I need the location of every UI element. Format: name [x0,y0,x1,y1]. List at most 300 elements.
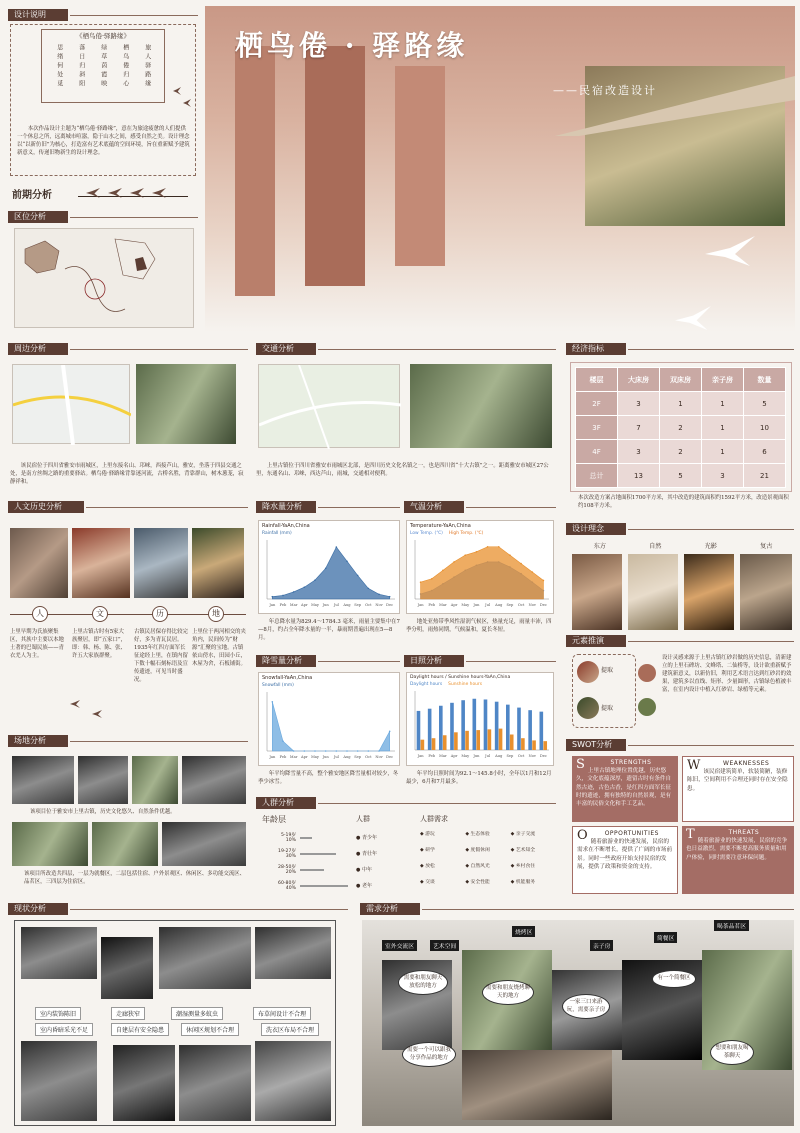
need-item: ◆ 安全性能 [465,880,490,885]
economy-header: 经济指标 [566,342,794,356]
concept-label: 复古 [760,543,773,550]
x-tick-label: Apr [301,755,308,759]
table-row [576,440,786,464]
bar [540,712,544,750]
bar [495,702,499,750]
site-photo [182,756,246,804]
surround-map-a [12,364,130,444]
swot-threats [682,826,794,894]
need-item: ◆ 自然风光 [465,864,490,869]
table-cell: 10 [744,416,786,440]
temp-chart [406,520,554,614]
x-tick-label: Sep [354,755,362,759]
x-tick-label: Dec [539,603,547,607]
x-tick-label: Oct [365,603,372,607]
bar [439,706,443,750]
need-item: ◆ 乡村食住 [510,864,536,869]
data-point [346,750,348,752]
poem-col: 栖鸟倦归心 [121,43,129,89]
need-item: ◆ 度假休闲 [465,848,490,853]
table-cell: 3 [618,392,660,416]
swot-text: 随着旅游业的快速发展，民宿的需求在不断增长，提供了广阔的市场前景。同时一些政府开始支持民宿的发展，提供了政策和资金的支持。 [577,839,673,870]
concept-label: 东方 [593,543,606,550]
elements-frame [572,654,636,728]
age-row [262,862,350,878]
elements-header: 元素推演 [566,634,794,648]
zone-label: 烧烤区 [512,926,535,937]
x-tick-label: May [311,755,319,759]
bar [417,711,421,750]
data-point [293,750,295,752]
demand-bubble: 有一个简餐区 [652,970,696,988]
data-point [378,750,380,752]
seagull-icon [675,306,711,330]
x-tick-label: Nov [375,603,383,607]
need-item: ◆ 艺术知全 [510,848,536,853]
table-header: 大床房 [618,368,660,392]
need-item: ◆ 交谈 [420,880,435,885]
bird-icon [92,710,102,718]
need-item: ◆ 游玩 [420,832,435,837]
bar [443,735,447,750]
swot-text: 随着旅游业的快速发展，民宿的竞争也日益激烈，需要不断提高服务质量和用户体验，同时需要注意环保问题。 [686,838,788,861]
snow-chart [258,672,400,766]
age-bar [300,853,336,855]
x-tick-label: Mar [289,603,298,607]
need-item: ◆ 研学 [420,848,435,853]
swot-weaknesses [682,756,794,822]
zone-label: 艺术空间 [430,940,459,951]
chart-title: Rainfall-YaAn,China [262,523,310,529]
hero-pillar [235,46,275,296]
table-cell: 2F [576,392,618,416]
swot-letter: W [687,758,701,773]
need-item: ◆ 生态体验 [465,832,490,837]
elements-text: 设计灵感来源于上里古镇红砂岩做的历史信息，清新建立的上里石碑坊、文峰塔、二仙桥等，设计欲重新赋予建筑新意义，以新仿旧，利用艺术语言达到红砂岩的效果，建筑多以直线、矩形、少量圆形，古镇绿色植被丰富，在室内设计中植入红砂岩、绿植等元素。 [662,655,792,693]
bird-icon [183,99,191,107]
site-text-2: 该项目所改造共四层，一层为就餐区，二层包括住宿、户外景观区、休闲区、多功能交流区、品茗区，三四层为住宿区。 [24,871,246,885]
status-photo [159,927,251,989]
x-tick-label: Jun [322,755,329,759]
demand-bubble: 需要和朋友烧烤聊天的地方 [482,980,534,1005]
extract-label: 提取 [601,705,614,712]
bar [432,738,436,750]
element-result [638,664,656,682]
table-cell: 1 [702,416,744,440]
zone-label: 室外交流区 [382,940,417,951]
age-row [262,878,350,894]
poem-col: 旅人驿路缘 [143,43,151,89]
poem-col: 落日归斜阳 [77,43,85,89]
demand-header: 需求分析 [360,902,794,916]
status-label: 走廊狭窄 [111,1007,145,1020]
bar [532,740,536,750]
demand-bubble: 需要一个可以跟我分享作品的地方 [402,1042,456,1067]
region-header: 区位分析 [8,210,198,224]
age-label: 60-80岁 40% [278,880,296,891]
x-tick-label: Jun [322,603,329,607]
x-tick-label: Nov [528,603,536,607]
status-label: 室内装饰陈旧 [35,1007,81,1020]
data-point [431,578,433,580]
x-tick-label: Apr [450,603,458,607]
table-cell: 6 [744,440,786,464]
status-header: 现状分析 [8,902,348,916]
x-tick-label: Feb [428,603,436,607]
data-point [378,593,380,595]
table-cell: 2 [660,416,702,440]
table-row [576,416,786,440]
rain-header: 降水量分析 [256,500,400,514]
bar [473,699,477,750]
design-note-box [10,24,196,176]
bar [506,705,510,750]
rain-text: 年总降水量为829.4～1784.3 毫米，雨量主要集中在7—8月，约占全年降水量的一半，暴雨期普遍出现在5—8月。 [258,619,400,641]
x-tick-label: Mar [439,603,447,607]
status-photo [179,1045,251,1121]
temp-plot [407,536,553,608]
traffic-header: 交通分析 [256,342,556,356]
demand-collage [362,920,794,1126]
x-tick-label: Oct [517,603,525,607]
x-tick-label: Jul [333,755,339,759]
x-tick-label: May [461,754,470,758]
status-photo [21,927,97,979]
bar [499,729,503,750]
table-cell: 1 [702,440,744,464]
culture-char: 文 [92,606,108,622]
culture-text: 上里古镇古时有5家大族聚居，即“五家口”，即：韩、杨、陈、张、许五大家族群聚。 [72,629,127,659]
chart-legend: Snowfall (mm) [262,683,294,688]
person-icon: ● [356,883,361,889]
data-point [336,546,338,548]
data-point [389,596,391,598]
bar [421,740,425,750]
zone-label: 喝茶品茗区 [714,920,749,931]
x-tick-label: Feb [428,754,436,758]
concept-labels [572,542,794,552]
sun-chart [406,672,554,766]
traffic-map-b [410,364,552,448]
table-header: 数量 [744,368,786,392]
concept-photo [684,554,734,630]
hero-pillar [395,66,445,266]
need-item: ◆ 放松 [420,864,435,869]
x-tick-label: Aug [343,603,351,607]
x-tick-label: Jan [417,754,424,758]
data-point [304,586,306,588]
site-photo [162,822,246,866]
series-area [421,547,544,599]
x-tick-label: Mar [439,754,447,758]
swot-text: 该民宿建筑简单，软装简陋，装修陈旧，空间利用不合理还同时存在安全隐患。 [687,769,788,792]
demand-bubble: 一家三口来游玩，需要亲子房 [562,994,610,1019]
data-point [272,701,274,703]
culture-header: 人文历史分析 [8,500,248,514]
data-point [272,596,274,598]
x-tick-label: May [461,603,470,607]
data-point [357,575,359,577]
economy-note: 本次改造方案占地面积1700平方米，其中改造的建筑面积约1592平方米，改造景观面积约108平方米。 [578,495,789,509]
data-point [325,568,327,570]
surround-header: 周边分析 [8,342,248,356]
snow-text: 年平均降雪量不高，整个雅安地区降雪量相对较少，冬季少冰雪。 [258,771,399,785]
design-note-header: 设计说明 [8,8,198,22]
swot-title: WEAKNESSES [723,760,770,767]
table-header: 亲子房 [702,368,744,392]
data-point [487,546,489,548]
poem-col: 思绪何处觅 [55,43,63,89]
snow-header: 降雪量分析 [256,654,400,668]
status-photo [21,1041,97,1121]
swot-title: STRENGTHS [610,759,652,766]
temp-header: 气温分析 [404,500,556,514]
bird-icon [173,87,181,95]
element-source [577,661,599,683]
demand-bubble: 想要和朋友喝茶聊天 [710,1040,754,1065]
crowd-item: ● 中年 [356,867,372,873]
status-label: 布草间设计不合理 [253,1007,311,1020]
bar [543,741,547,750]
status-label: 自建层有安全隐患 [111,1023,169,1036]
person-icon: ● [356,867,361,873]
site-text-1: 该项目位于雅安市上里古镇，历史文化悠久、自然条件优越。 [30,809,176,815]
bar [521,738,525,750]
age-title: 年龄层 [262,815,286,824]
x-tick-label: Apr [450,754,458,758]
table-cell: 4F [576,440,618,464]
demand-bubble: 需要和朋友聊天放松的地方 [398,970,448,995]
traffic-map-a [258,364,400,448]
bar [450,703,454,750]
age-row [262,830,350,846]
x-tick-label: Oct [517,754,525,758]
x-tick-label: Aug [343,755,351,759]
bird-icon [70,700,80,708]
x-tick-label: Nov [528,754,536,758]
culture-char: 历 [152,606,168,622]
need-title: 人群需求 [420,815,448,823]
data-point [368,588,370,590]
x-tick-label: Apr [301,603,308,607]
bar [465,731,469,750]
table-cell: 7 [618,416,660,440]
data-point [509,554,511,556]
data-point [325,750,327,752]
table-cell: 13 [618,464,660,488]
x-tick-label: Dec [386,755,394,759]
table-cell: 5 [660,464,702,488]
swot-letter: O [577,828,588,843]
data-point [543,580,545,582]
x-tick-label: Feb [279,755,287,759]
status-panel [14,920,336,1126]
need-grid [420,830,556,885]
data-point [464,554,466,556]
culture-photo [192,528,244,598]
x-tick-label: Jul [485,603,491,607]
age-label: 5-19岁 10% [280,832,296,843]
data-point [531,571,533,573]
chart-legend: Rainfall (mm) [262,531,292,536]
swot-letter: T [686,827,695,842]
age-label: 28-50岁 20% [278,864,296,875]
table-cell: 21 [744,464,786,488]
x-tick-label: Aug [495,754,503,758]
status-photo [255,927,331,979]
data-point [520,563,522,565]
status-photo [113,1045,175,1121]
culture-photo [72,528,130,598]
sun-header: 日照分析 [404,654,556,668]
x-tick-label: Jul [485,754,491,758]
x-tick-label: Mar [289,755,298,759]
traffic-text: 上里古镇位于四川省雅安市雨城区北部，是四川历史文化名镇之一，也是四川省“十大古镇”之一。距离雅安市城区27公里，东通名山、邛崃，西达芦山，雨城，交通相对便利。 [256,463,549,477]
series-area [272,547,389,599]
table-row [576,368,786,392]
table-cell: 3F [576,416,618,440]
table-cell: 总计 [576,464,618,488]
economy-table-wrap [570,362,792,492]
age-bar [300,869,324,871]
legend-low: Low Temp. (℃) [410,531,443,536]
swot-header: SWOT分析 [566,738,794,752]
table-cell: 2 [660,440,702,464]
snow-plot [259,688,399,760]
swot-title: THREATS [728,829,760,836]
data-point [420,581,422,583]
culture-text: 古镇民居保存得比较完好，多为青瓦民居。1935年红四方面军长征途经上里，在镇内留下数十幅石刻标语及宣传遗迹，可见当时盛况。 [134,629,188,683]
x-tick-label: Dec [386,603,394,607]
element-source [577,697,599,719]
table-cell: 1 [660,392,702,416]
sun-text: 年平均日照时间为92.1～145.8小时，全年以1月和12月最少，6月和7月最多。 [406,771,552,785]
status-label: 洗衣区布局不合理 [261,1023,319,1036]
bar [476,730,480,750]
hero-title: 栖鸟倦 · 驿路缘 [235,29,469,62]
x-tick-label: Dec [539,754,547,758]
concept-photo [740,554,792,630]
table-header: 双床房 [660,368,702,392]
site-photo [132,756,178,804]
surround-text: 该民宿位于四川省雅安市雨城区，上里东接名山、邛崃，西接芦山，雅安，坐落于四县交通之处，是南方丝绸之路的重要驿站。栖鸟倦·驿路缘背靠迷河流，古桥名胜，背靠群山，树木葱茏，寂静祥和。 [10,463,244,485]
data-point [336,750,338,752]
data-point [357,750,359,752]
table-row [576,392,786,416]
data-point [476,551,478,553]
x-tick-label: Aug [495,603,503,607]
x-tick-label: Feb [279,603,287,607]
site-header: 场地分析 [8,734,248,748]
age-bar [300,837,312,839]
crowd-item: ● 老年 [356,883,372,889]
design-note-body: 本次作品设计主题为“栖鸟倦·驿路缘”，意在为旅途疲惫的人们提供一个休息之所，远离城市喧嚣，隐于山水之间，感受自然之美。设计理念以“以新仿旧”为核心，打造富有艺术底蕴的空间环境，旨在重新赋予建筑新意义，传递旧物新生的设计理念。 [17,126,190,156]
swot-strengths [572,756,678,822]
crowd-item: ● 青壮年 [356,851,377,857]
series-area [272,702,389,751]
site-photo [12,756,74,804]
concept-photo [572,554,622,630]
sun-plot [407,687,553,759]
status-photo [101,937,153,999]
x-tick-label: Jan [269,603,276,607]
table-row [576,464,786,488]
concept-header: 设计理念 [566,522,794,536]
hero-subtitle: ——民宿改造设计 [553,84,657,97]
table-cell: 3 [702,464,744,488]
bar [510,735,514,750]
crowd-list [356,830,377,894]
x-tick-label: Sep [506,754,514,758]
status-photo [255,1041,331,1121]
demand-photo [462,1050,612,1120]
culture-photo [134,528,188,598]
rain-plot [259,536,399,608]
site-photo [78,756,128,804]
need-item: ◆ 亲子交流 [510,832,536,837]
poem-col: 绿草茵霞映 [99,43,107,89]
x-tick-label: Jun [473,754,480,758]
status-label: 休闲区规划不合理 [181,1023,239,1036]
culture-text: 上里位于两河相交的夹角内，民间传为“财源”汇聚的宝地。古镇依山傍水，田园小丘，木屋为舍，石板铺街。 [192,629,246,667]
hero-pillar [305,46,365,286]
table-cell: 3 [618,440,660,464]
seagull-icon [705,236,755,266]
bar [461,700,465,750]
x-tick-label: Sep [354,603,362,607]
age-bar [300,885,348,887]
age-label: 19-27岁 30% [278,848,296,859]
need-item: ◆ 机能服务 [510,880,536,885]
table-cell: 5 [744,392,786,416]
surround-map-b [136,364,236,444]
pre-analysis-title: 前期分析 [12,190,52,201]
data-point [442,570,444,572]
data-point [304,750,306,752]
x-tick-label: Jun [473,603,480,607]
swot-text: 上里古镇地理位置优越，历史悠久，文化底蕴深厚，遗留古时有条件自然古迹，古色古香，是红四方面军长征时的遗迹，拥有独特的自然景观，是有丰富的民俗文化和手工艺品。 [576,768,672,808]
legend-daylight: Daylight hours [410,682,443,687]
x-tick-label: Nov [375,755,383,759]
concept-label: 自然 [649,543,662,550]
data-point [368,750,370,752]
bar [428,709,432,750]
poem-title: 《栖鸟倦·驿路缘》 [75,32,131,40]
data-point [282,740,284,742]
data-point [346,560,348,562]
chart-title: Daylight hours / Sunshine hours-YaAn,China [410,675,511,680]
rain-chart [258,520,400,614]
concept-label: 光影 [704,543,717,550]
crowd-title: 人群 [356,815,370,823]
x-tick-label: Jan [269,755,276,759]
poem-frame [41,29,165,103]
x-tick-label: Jul [333,603,339,607]
legend-high: High Temp. (℃) [448,531,484,536]
person-icon: ● [356,835,361,841]
hero-render [205,6,795,332]
bar [517,708,521,750]
birds-on-wire [78,184,188,200]
person-icon: ● [356,851,361,857]
x-tick-label: May [311,603,319,607]
culture-photo [10,528,68,598]
site-photo [92,822,158,866]
culture-char: 人 [32,606,48,622]
bar [528,710,532,750]
chart-title: Temperature-YaAn,China [410,523,471,529]
age-bars [262,830,350,894]
